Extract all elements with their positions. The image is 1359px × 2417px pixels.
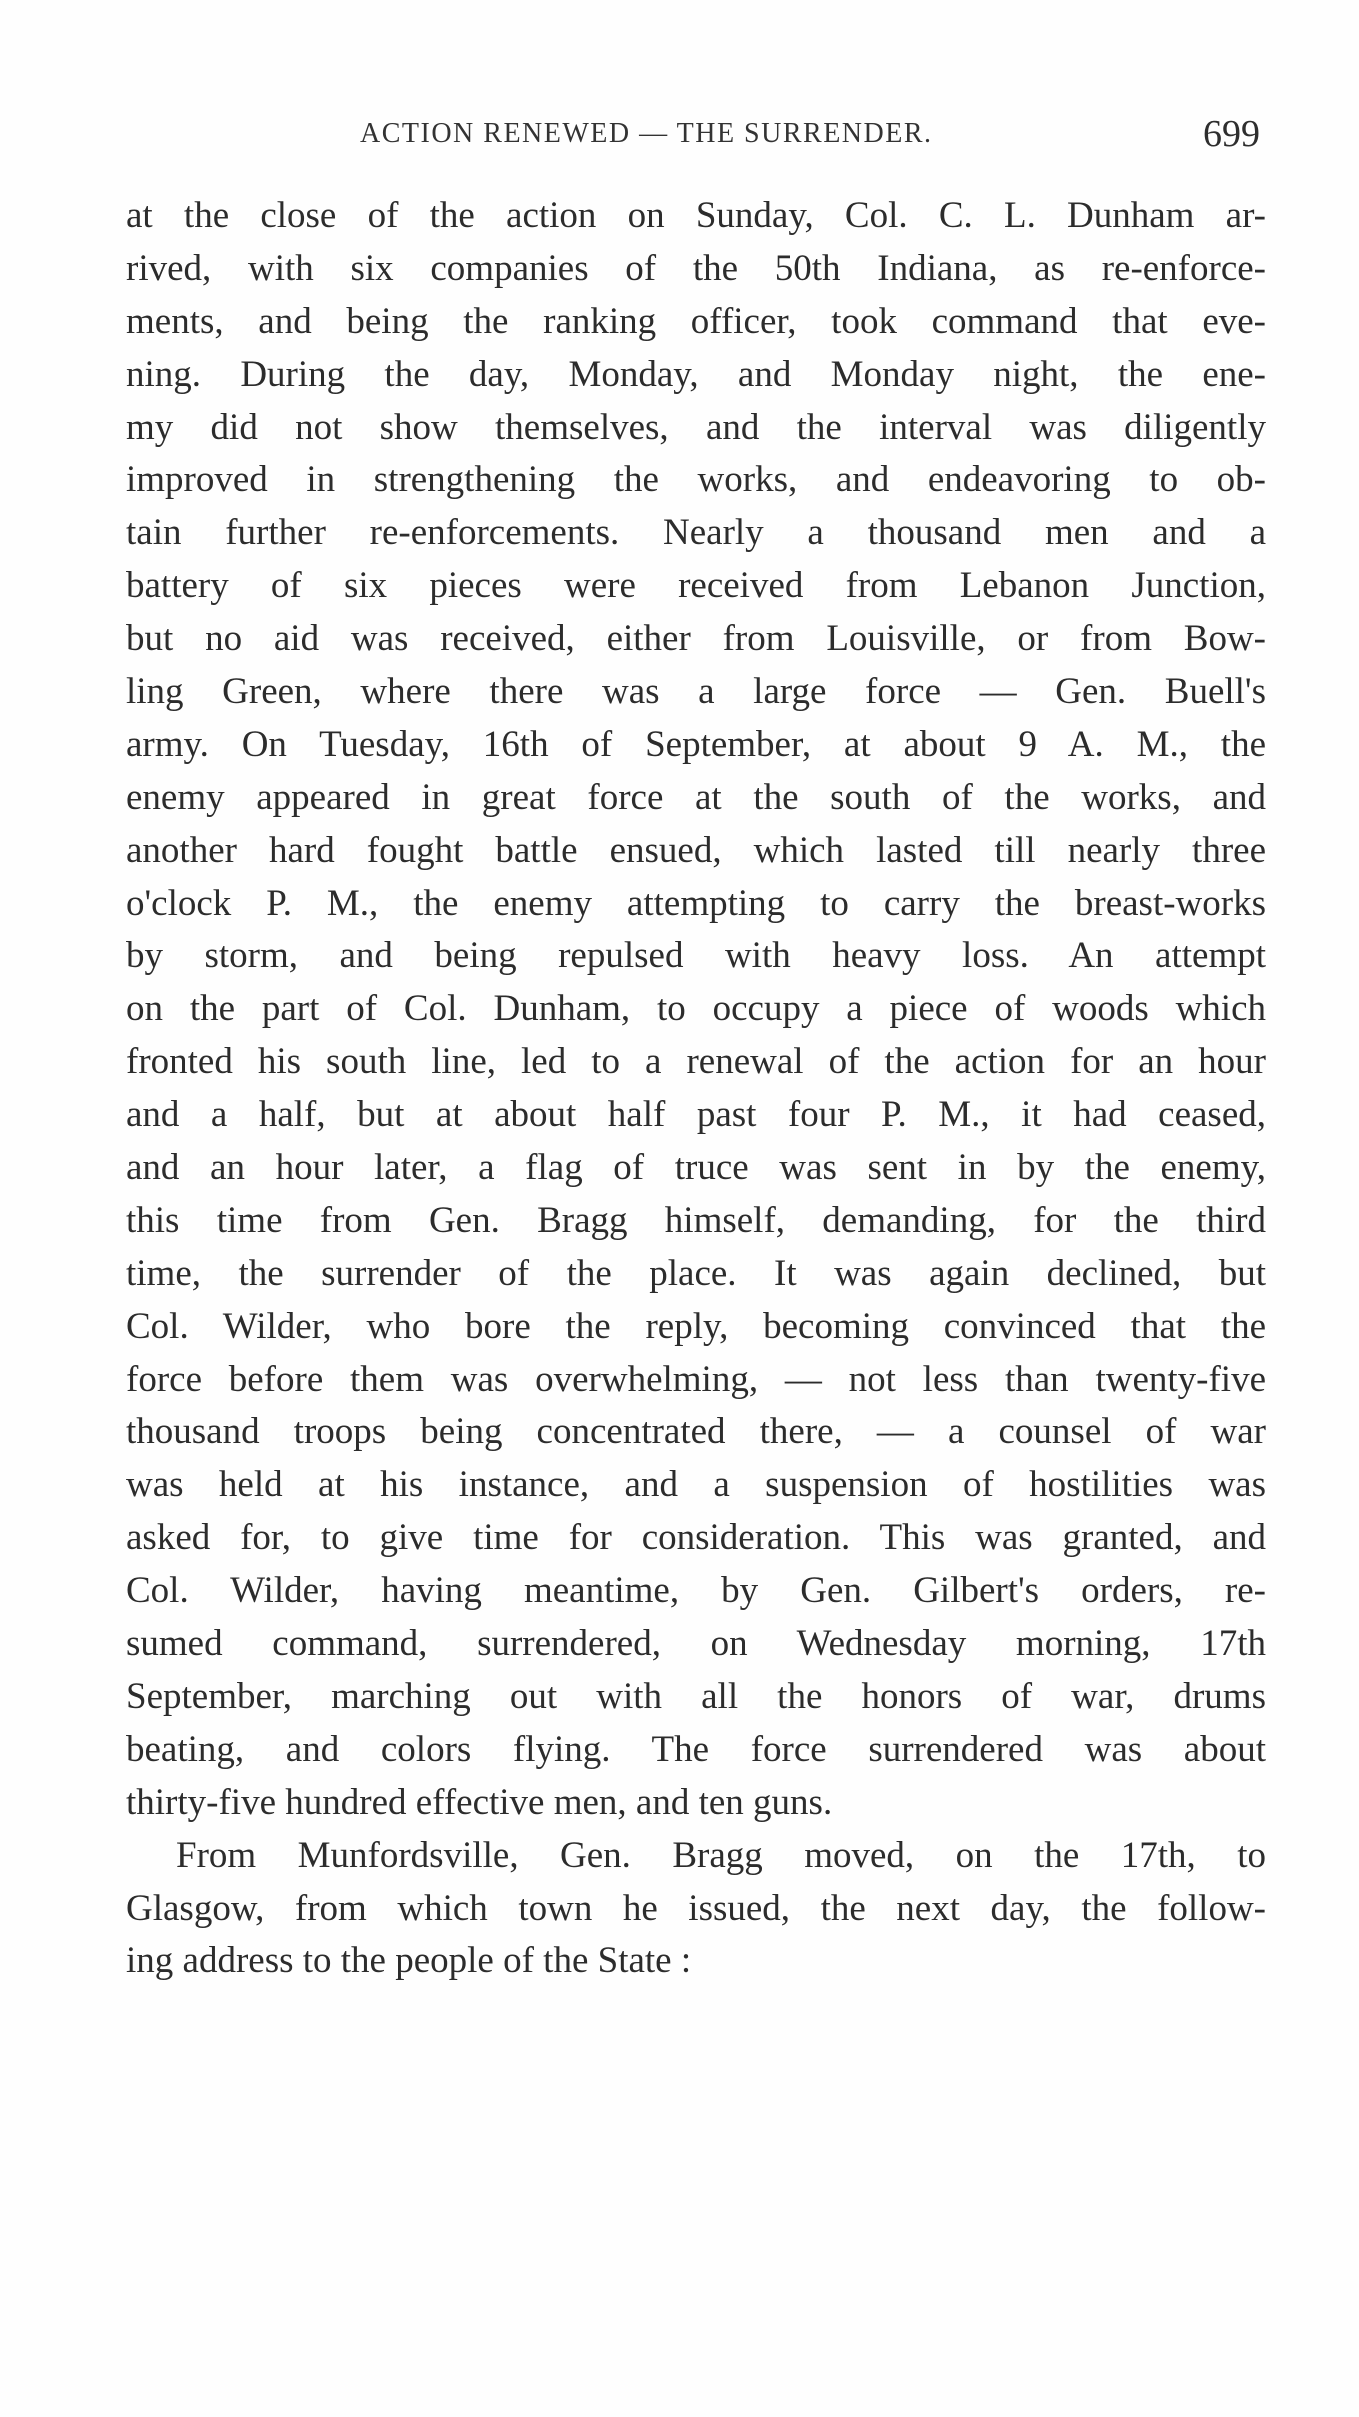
text-line: another hard fought battle ensued, which lasted till nearly three	[126, 829, 1266, 871]
text-line-paragraph-end: thirty-five hundred effective men, and ten guns.	[126, 1781, 833, 1823]
text-line: but no aid was received, either from Louisville, or from Bow-	[126, 618, 1266, 660]
text-line: battery of six pieces were received from Lebanon Junction,	[126, 565, 1266, 607]
text-line: sumed command, surrendered, on Wednesday morning, 17th	[126, 1623, 1266, 1665]
text-line: thousand troops being concentrated there, — a counsel of war	[126, 1411, 1266, 1453]
text-line-paragraph-start: From Munfordsville, Gen. Bragg moved, on the 17th, to	[176, 1834, 1266, 1876]
text-line: Glasgow, from which town he issued, the next day, the follow-	[126, 1887, 1266, 1929]
text-line: on the part of Col. Dunham, to occupy a piece of woods which	[126, 988, 1266, 1030]
text-line: enemy appeared in great force at the south of the works, and	[126, 776, 1266, 818]
text-line: army. On Tuesday, 16th of September, at about 9 A. M., the	[126, 723, 1266, 765]
text-line: was held at his instance, and a suspension of hostilities was	[126, 1464, 1266, 1506]
page-number: 699	[1203, 113, 1260, 155]
text-line-paragraph-end: ing address to the people of the State :	[126, 1940, 692, 1982]
text-line: time, the surrender of the place. It was again declined, but	[126, 1252, 1266, 1294]
running-header	[120, 112, 1260, 162]
text-line: fronted his south line, led to a renewal of the action for an hour	[126, 1041, 1266, 1083]
text-line: force before them was overwhelming, — not less than twenty-five	[126, 1358, 1266, 1400]
text-line: tain further re-enforcements. Nearly a thousand men and a	[126, 512, 1266, 554]
text-line: improved in strengthening the works, and endeavoring to ob-	[126, 459, 1266, 501]
text-line: Col. Wilder, having meantime, by Gen. Gilbert's orders, re-	[126, 1570, 1266, 1612]
text-line: by storm, and being repulsed with heavy loss. An attempt	[126, 935, 1266, 977]
text-line: September, marching out with all the honors of war, drums	[126, 1675, 1266, 1717]
text-line: at the close of the action on Sunday, Col. C. L. Dunham ar-	[126, 195, 1266, 236]
text-line: beating, and colors flying. The force surrendered was about	[126, 1728, 1266, 1770]
text-line: my did not show themselves, and the interval was diligently	[126, 406, 1266, 448]
text-line: rived, with six companies of the 50th Indiana, as re-enforce-	[126, 247, 1266, 289]
text-line: and an hour later, a flag of truce was sent in by the enemy,	[126, 1147, 1266, 1189]
running-title: ACTION RENEWED — THE SURRENDER.	[360, 118, 933, 149]
text-line: Col. Wilder, who bore the reply, becoming convinced that the	[126, 1305, 1266, 1347]
text-line: this time from Gen. Bragg himself, demanding, for the third	[126, 1199, 1266, 1241]
body-text	[126, 190, 1266, 1988]
text-line: ning. During the day, Monday, and Monday night, the ene-	[126, 353, 1266, 395]
text-line: ments, and being the ranking officer, took command that eve-	[126, 300, 1266, 342]
text-line: o'clock P. M., the enemy attempting to carry the breast-works	[126, 882, 1266, 924]
text-line: asked for, to give time for consideration. This was granted, and	[126, 1517, 1266, 1559]
text-line: and a half, but at about half past four P. M., it had ceased,	[126, 1094, 1266, 1136]
text-line: ling Green, where there was a large force — Gen. Buell's	[126, 671, 1266, 713]
